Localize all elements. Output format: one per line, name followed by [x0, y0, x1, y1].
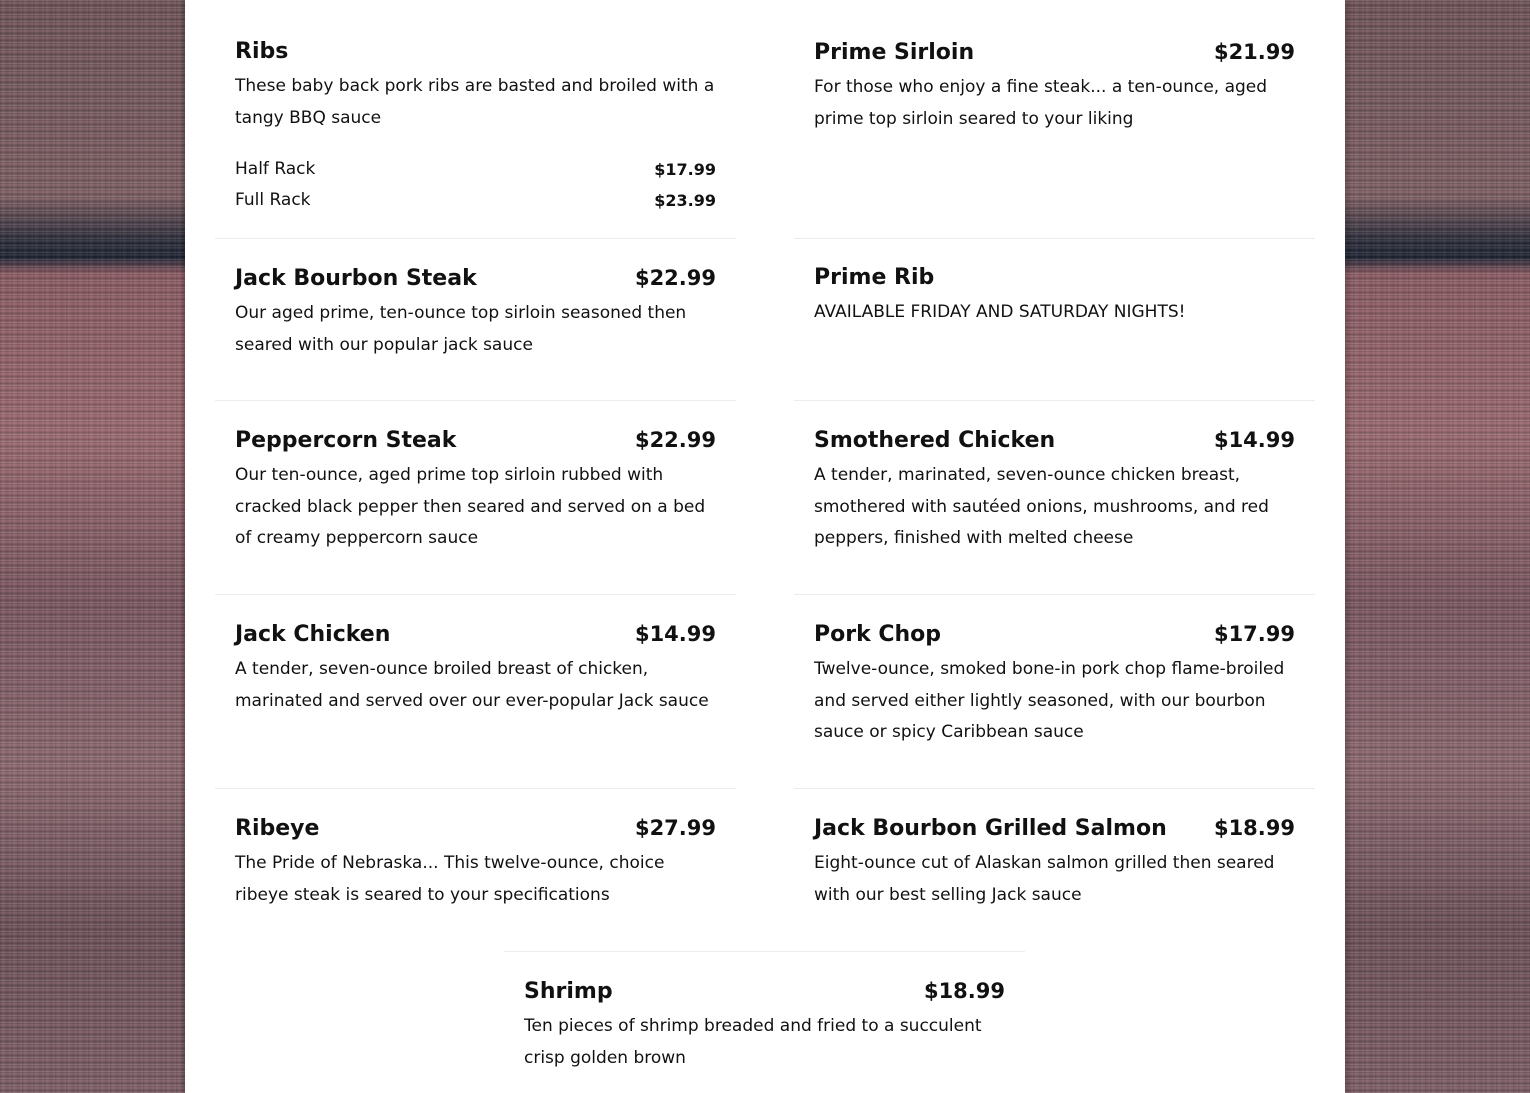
- option-half-rack: [235, 154, 716, 185]
- item-name: Prime Sirloin: [814, 40, 975, 65]
- menu-item-ribeye: [215, 813, 736, 911]
- item-name: Prime Rib: [814, 265, 935, 290]
- divider: [215, 788, 736, 789]
- item-price: $17.99: [1213, 622, 1295, 646]
- item-name: Shrimp: [524, 979, 613, 1004]
- item-description: Our aged prime, ten-ounce top sirloin seasoned then seared with our popular jack sauce: [235, 303, 687, 355]
- item-price: $22.99: [634, 428, 716, 452]
- item-description: For those who enjoy a fine steak... a ten-ounce, aged prime top sirloin seared to your liking: [814, 77, 1268, 129]
- item-name: Ribeye: [235, 816, 320, 841]
- item-name: Smothered Chicken: [814, 428, 1056, 453]
- item-name: Peppercorn Steak: [235, 428, 457, 453]
- item-description: A tender, marinated, seven-ounce chicken breast, smothered with sautéed onions, mushrooms, and red peppers, finished with melted cheese: [814, 465, 1269, 548]
- menu-item-pork-chop: [794, 619, 1315, 749]
- item-price: $14.99: [634, 622, 716, 646]
- item-name: Jack Chicken: [235, 622, 391, 647]
- menu-item-shrimp: [504, 976, 1025, 1074]
- menu-item-peppercorn-steak: [215, 425, 736, 555]
- menu-panel: [185, 0, 1345, 1093]
- menu-item-smothered-chicken: [794, 425, 1315, 555]
- item-price: $21.99: [1213, 40, 1295, 64]
- menu-item-jack-chicken: [215, 619, 736, 717]
- item-description: A tender, seven-ounce broiled breast of chicken, marinated and served over our ever-popular Jack sauce: [235, 659, 709, 711]
- option-price: $23.99: [654, 191, 716, 210]
- menu-item-jack-bourbon-steak: [215, 263, 736, 361]
- item-price: $14.99: [1213, 428, 1295, 452]
- divider: [794, 594, 1315, 595]
- divider: [504, 951, 1025, 952]
- item-description: Our ten-ounce, aged prime top sirloin rubbed with cracked black pepper then seared and served on a bed of creamy peppercorn sauce: [235, 465, 706, 548]
- item-description: These baby back pork ribs are basted and broiled with a tangy BBQ sauce: [235, 76, 715, 128]
- divider: [794, 238, 1315, 239]
- item-description: AVAILABLE FRIDAY AND SATURDAY NIGHTS!: [814, 302, 1186, 322]
- divider: [215, 594, 736, 595]
- item-description: The Pride of Nebraska... This twelve-ounce, choice ribeye steak is seared to your specifications: [235, 853, 665, 905]
- item-name: Jack Bourbon Grilled Salmon: [814, 816, 1167, 841]
- option-label: Half Rack: [235, 159, 316, 179]
- item-name: Pork Chop: [814, 622, 942, 647]
- item-description: Twelve-ounce, smoked bone-in pork chop flame-broiled and served either lightly seasoned, with our bourbon sauce or spicy Caribbean sauce: [814, 659, 1285, 742]
- item-price: $22.99: [634, 266, 716, 290]
- item-name: Jack Bourbon Steak: [235, 266, 477, 291]
- item-name: Ribs: [235, 39, 289, 64]
- divider: [794, 400, 1315, 401]
- price-options: [235, 154, 716, 216]
- menu-item-prime-sirloin: [794, 37, 1315, 135]
- option-full-rack: [235, 185, 716, 216]
- menu-item-jack-bourbon-grilled-salmon: [794, 813, 1315, 911]
- item-price: $18.99: [1213, 816, 1295, 840]
- item-price: $27.99: [634, 816, 716, 840]
- item-price: $18.99: [923, 979, 1005, 1003]
- divider: [794, 788, 1315, 789]
- option-price: $17.99: [654, 160, 716, 179]
- menu-item-prime-rib: [794, 263, 1315, 329]
- divider: [215, 238, 736, 239]
- divider: [215, 400, 736, 401]
- item-description: Eight-ounce cut of Alaskan salmon grilled then seared with our best selling Jack sauce: [814, 853, 1275, 905]
- menu-item-ribs: [215, 37, 736, 216]
- option-label: Full Rack: [235, 190, 311, 210]
- item-description: Ten pieces of shrimp breaded and fried to a succulent crisp golden brown: [524, 1016, 982, 1068]
